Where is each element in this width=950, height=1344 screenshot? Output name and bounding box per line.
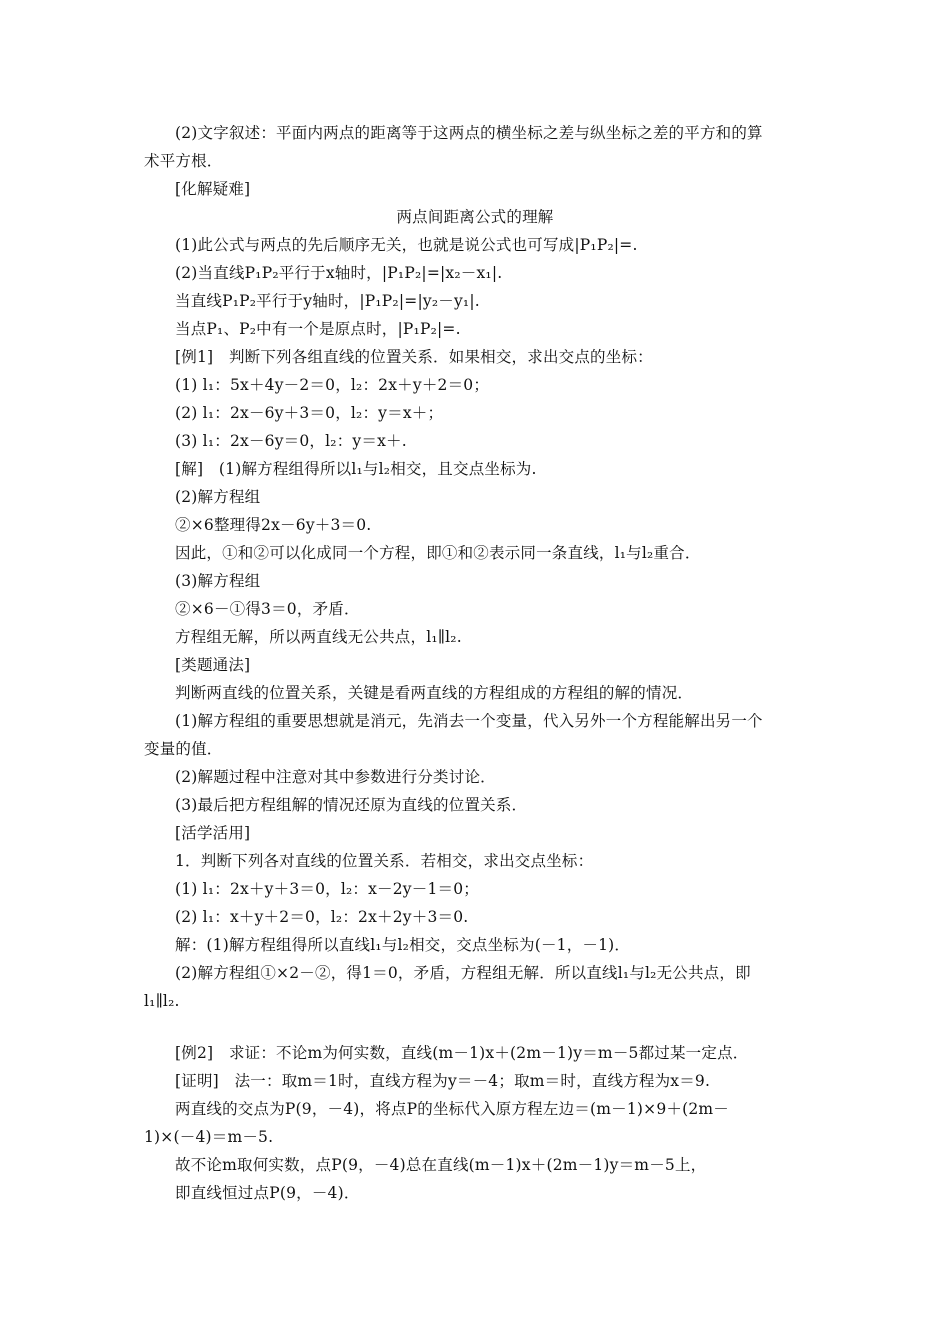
text-line: 当点P₁、P₂中有一个是原点时，|P₁P₂|=. [175, 320, 461, 338]
paragraph-text-continuation: 术平方根． [144, 152, 223, 170]
text-line: 两直线的交点为P(9，－4)，将点P的坐标代入原方程左边＝(m－1)×9＋(2m－ [175, 1100, 729, 1118]
text-line: (3) l₁：2x－6y＝0，l₂：y＝x＋. [175, 432, 407, 450]
solution-label: [解] (1)解方程组得所以l₁与l₂相交，且交点坐标为. [175, 460, 537, 478]
text-line: 当直线P₁P₂平行于y轴时，|P₁P₂|=|y₂－y₁|. [175, 292, 480, 310]
text-line: ②×6整理得2x－6y＋3＝0. [175, 516, 372, 534]
text-line: (1) l₁：2x＋y＋3＝0，l₂：x－2y－1＝0； [175, 880, 479, 898]
proof-label: [证明] 法一：取m＝1时，直线方程为y＝－4；取m＝时，直线方程为x＝9. [175, 1072, 711, 1090]
text-line: ②×6－①得3＝0，矛盾． [175, 600, 360, 618]
text-line: (1)此公式与两点的先后顺序无关，也就是说公式也可写成|P₁P₂|=. [175, 236, 638, 254]
text-line: 因此，①和②可以化成同一个方程，即①和②表示同一条直线，l₁与l₂重合． [175, 544, 701, 562]
text-line-continuation: 变量的值． [144, 740, 223, 758]
section-label-method: [类题通法] [175, 656, 251, 674]
text-line: (2) l₁：x＋y＋2＝0，l₂：2x＋2y＋3＝0. [175, 908, 469, 926]
text-line: 即直线恒过点P(9，－4)． [175, 1184, 360, 1202]
text-line: 故不论m取何实数，点P(9，－4)总在直线(m－1)x＋(2m－1)y＝m－5上， [175, 1156, 707, 1174]
text-line: (1)解方程组的重要思想就是消元，先消去一个变量，代入另外一个方程能解出另一个 [175, 712, 763, 730]
text-line-continuation: 1)×(－4)＝m－5. [144, 1128, 274, 1146]
text-line: 方程组无解，所以两直线无公共点，l₁∥l₂. [175, 628, 462, 646]
text-line: 解：(1)解方程组得所以直线l₁与l₂相交，交点坐标为(－1，－1)． [175, 936, 631, 954]
text-line: (1) l₁：5x＋4y－2＝0，l₂：2x＋y＋2＝0； [175, 376, 490, 394]
example-1-title: [例1] 判断下列各组直线的位置关系．如果相交，求出交点的坐标： [175, 348, 653, 366]
section-label-clarify: [化解疑难] [175, 180, 251, 198]
text-line: (3)解方程组 [175, 572, 261, 590]
text-line: 判断两直线的位置关系，关键是看两直线的方程组成的方程组的解的情况． [175, 684, 694, 702]
section-label-practice: [活学活用] [175, 824, 251, 842]
text-line-continuation: l₁∥l₂. [144, 992, 180, 1010]
text-line: (2) l₁：2x－6y＋3＝0，l₂：y＝x＋； [175, 404, 444, 422]
text-line: (2)解方程组①×2－②，得1＝0，矛盾，方程组无解．所以直线l₁与l₂无公共点，即 [175, 964, 751, 982]
text-line: (2)解题过程中注意对其中参数进行分类讨论． [175, 768, 496, 786]
text-line: (2)当直线P₁P₂平行于x轴时，|P₁P₂|=|x₂－x₁|. [175, 264, 503, 282]
section-heading: 两点间距离公式的理解 [396, 208, 554, 226]
paragraph-text-description: (2)文字叙述：平面内两点的距离等于这两点的横坐标之差与纵坐标之差的平方和的算 [175, 124, 763, 142]
example-2-title: [例2] 求证：不论m为何实数，直线(m－1)x＋(2m－1)y＝m－5都过某一定点． [175, 1044, 749, 1062]
text-line: 1．判断下列各对直线的位置关系．若相交，求出交点坐标： [175, 852, 594, 870]
text-line: (2)解方程组 [175, 488, 261, 506]
text-line: (3)最后把方程组解的情况还原为直线的位置关系． [175, 796, 528, 814]
